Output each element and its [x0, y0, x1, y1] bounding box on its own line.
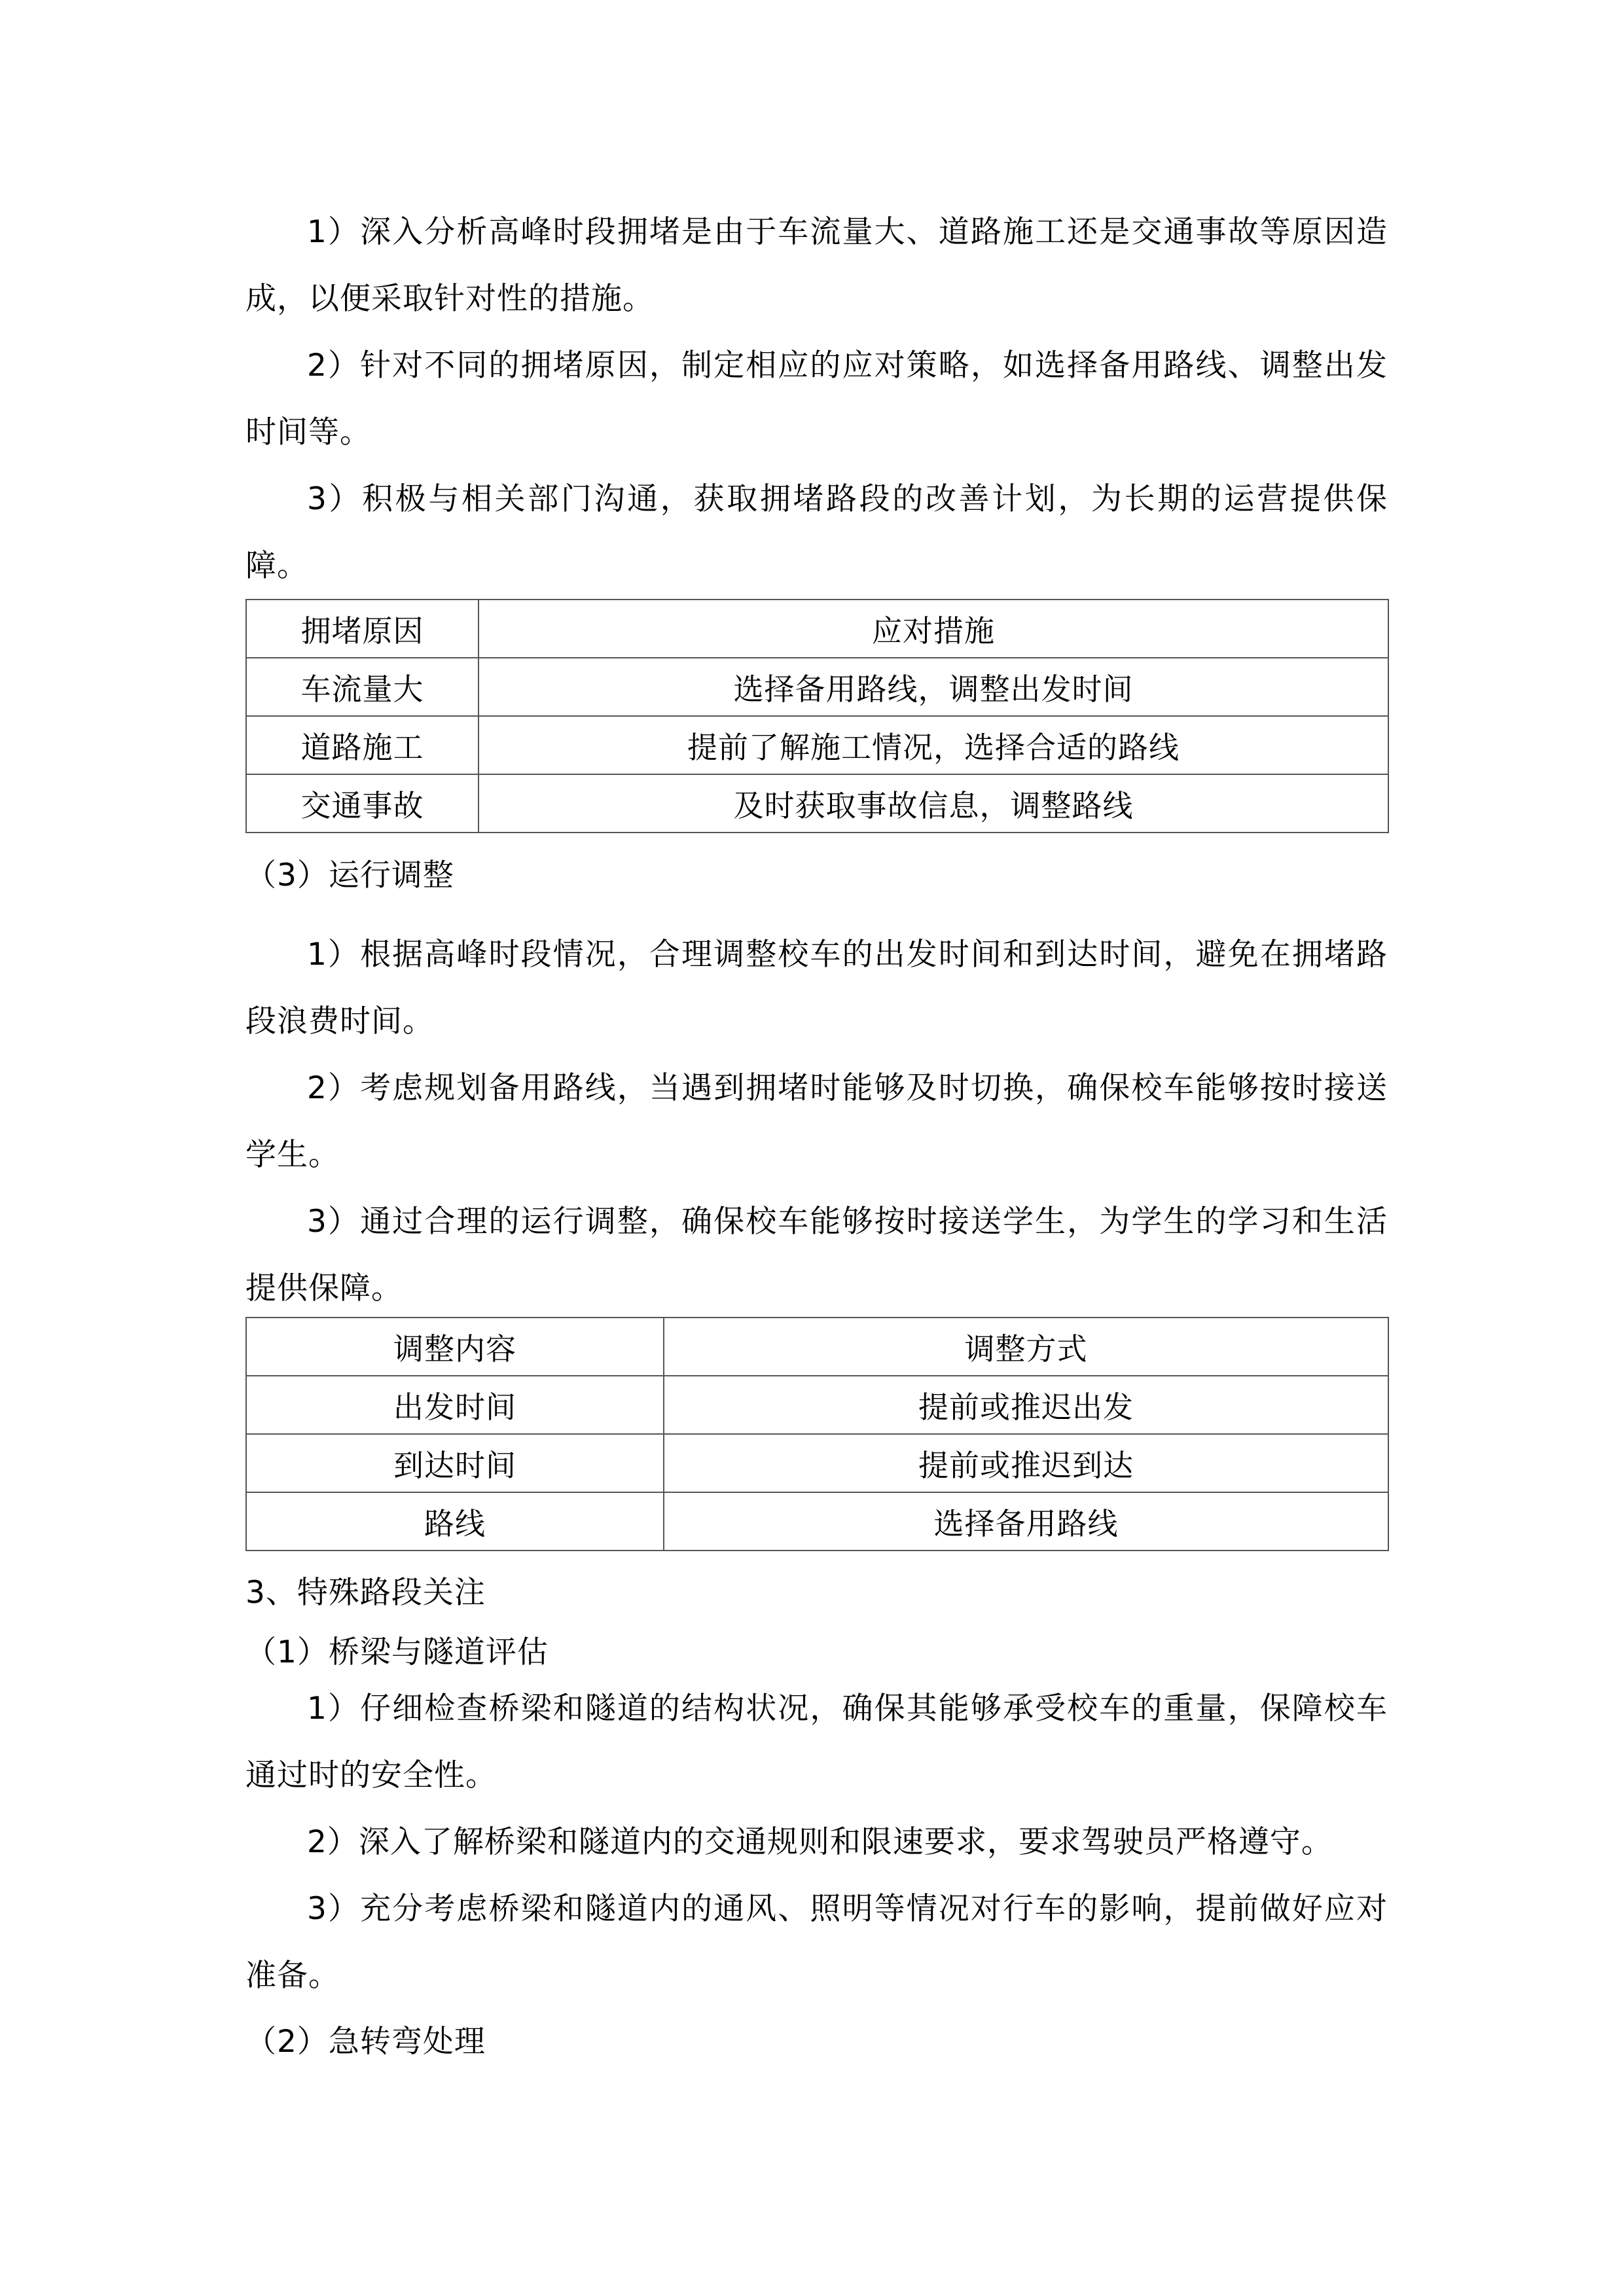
paragraph-congestion-analysis: 1）深入分析高峰时段拥堵是由于车流量大、道路施工还是交通事故等原因造成，以便采取针对性的措施。: [245, 214, 1388, 317]
paragraph-bridge-1: 1）仔细检查桥梁和隧道的结构状况，确保其能够承受校车的重量，保障校车通过时的安全性。: [245, 1691, 1388, 1793]
paragraph-congestion-strategy: 2）针对不同的拥堵原因，制定相应的应对策略，如选择备用路线、调整出发时间等。: [245, 348, 1388, 450]
paragraph-operation-2: 2）考虑规划备用路线，当遇到拥堵时能够及时切换，确保校车能够按时接送学生。: [245, 1070, 1388, 1173]
table-row: [246, 1376, 1388, 1434]
table-cell: 提前或推迟到达: [664, 1434, 1388, 1492]
table-header-cell: 应对措施: [478, 600, 1388, 658]
sub-heading-sharp-turn: （2）急转弯处理: [245, 2024, 486, 2060]
table-cell: 出发时间: [246, 1376, 664, 1434]
table-cell: 到达时间: [246, 1434, 664, 1492]
paragraph-bridge-2: 2）深入了解桥梁和隧道内的交通规则和限速要求，要求驾驶员严格遵守。: [307, 1824, 1333, 1860]
table-header-cell: 调整内容: [246, 1318, 664, 1376]
table-cell: 提前了解施工情况，选择合适的路线: [478, 716, 1388, 774]
table-cell: 提前或推迟出发: [664, 1376, 1388, 1434]
table-cell: 选择备用路线，调整出发时间: [478, 658, 1388, 716]
congestion-measures-table: [245, 599, 1389, 833]
table-row: [246, 658, 1388, 716]
table-header-row: [246, 1318, 1388, 1376]
table-cell: 车流量大: [246, 658, 478, 716]
paragraph-congestion-communication: 3）积极与相关部门沟通，获取拥堵路段的改善计划，为长期的运营提供保障。: [245, 481, 1388, 584]
operation-adjustment-table: [245, 1317, 1389, 1551]
paragraph-bridge-3: 3）充分考虑桥梁和隧道内的通风、照明等情况对行车的影响，提前做好应对准备。: [245, 1891, 1388, 1994]
table-cell: 道路施工: [246, 716, 478, 774]
table-cell: 交通事故: [246, 774, 478, 833]
table-row: [246, 774, 1388, 833]
table-header-row: [246, 600, 1388, 658]
table-header-cell: 调整方式: [664, 1318, 1388, 1376]
table-cell: 选择备用路线: [664, 1492, 1388, 1551]
table-row: [246, 716, 1388, 774]
sub-heading-bridge-tunnel: （1）桥梁与隧道评估: [245, 1634, 549, 1670]
table-row: [246, 1492, 1388, 1551]
paragraph-operation-1: 1）根据高峰时段情况，合理调整校车的出发时间和到达时间，避免在拥堵路段浪费时间。: [245, 937, 1388, 1039]
paragraph-operation-3: 3）通过合理的运行调整，确保校车能够按时接送学生，为学生的学习和生活提供保障。: [245, 1204, 1388, 1306]
section-heading-special-roads: 3、特殊路段关注: [245, 1575, 486, 1611]
section-heading-operation: （3）运行调整: [245, 857, 454, 893]
table-header-cell: 拥堵原因: [246, 600, 478, 658]
table-cell: 及时获取事故信息，调整路线: [478, 774, 1388, 833]
table-row: [246, 1434, 1388, 1492]
table-cell: 路线: [246, 1492, 664, 1551]
